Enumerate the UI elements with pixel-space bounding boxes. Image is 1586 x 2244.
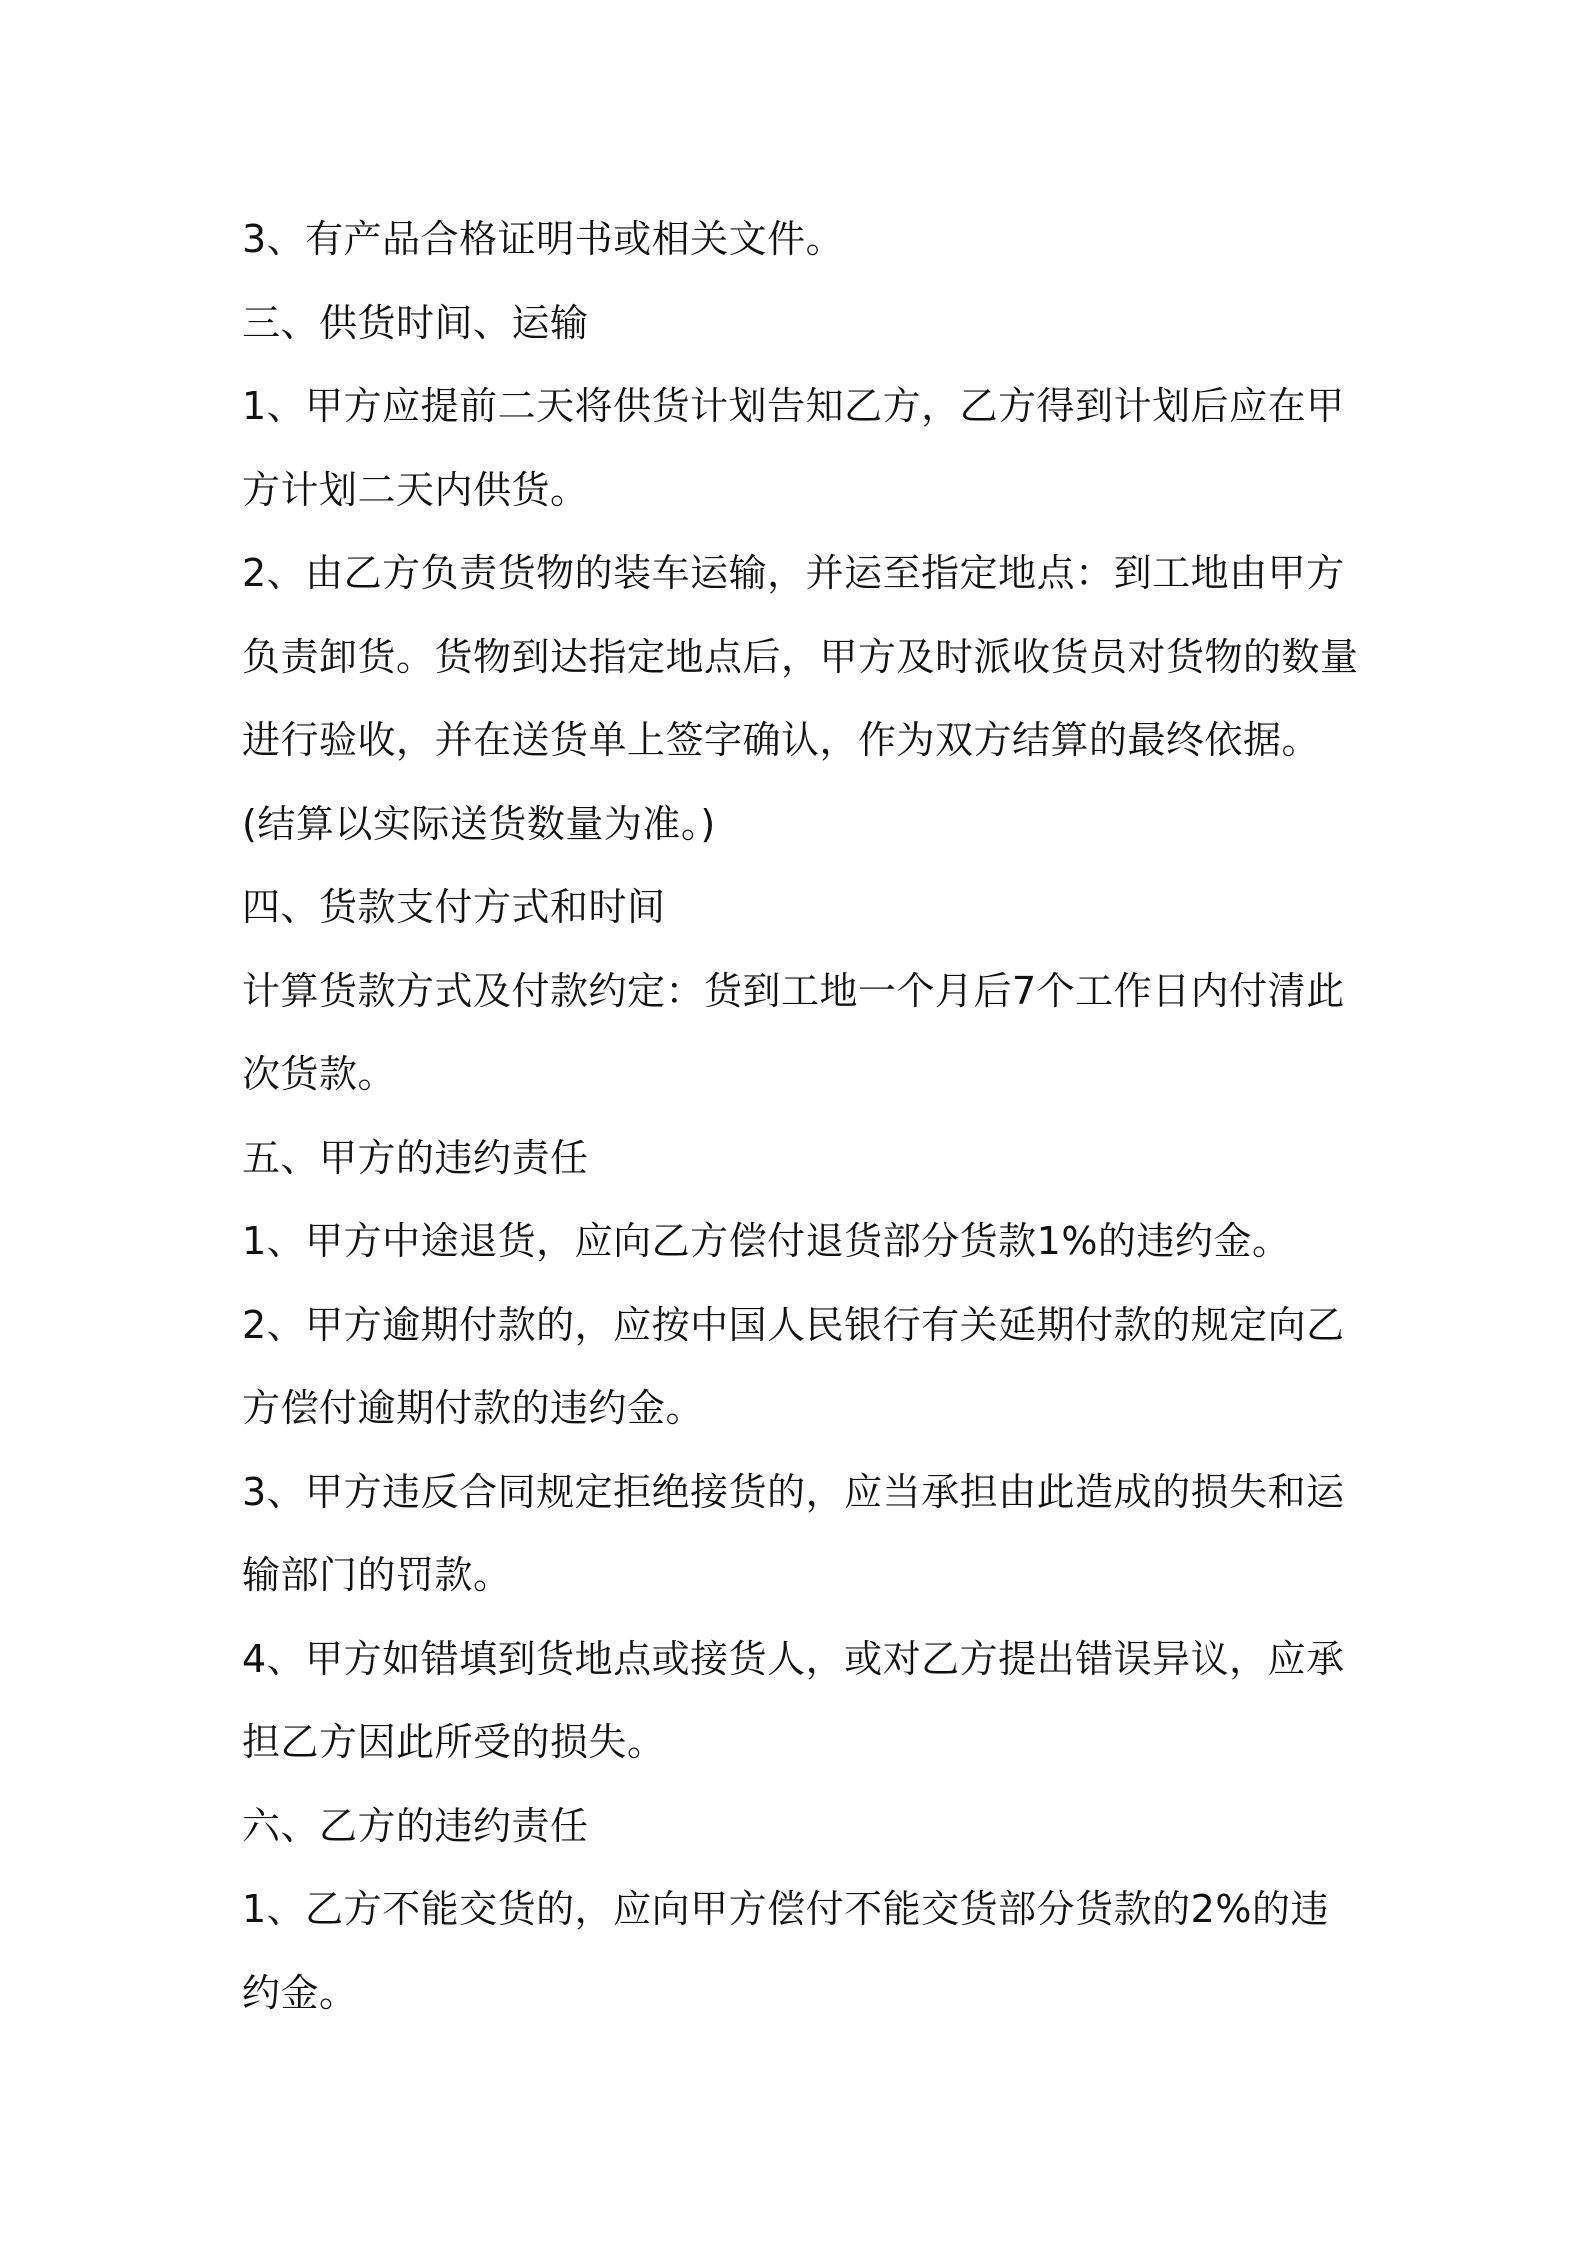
clause-supply-plan-notice: 1、甲方应提前二天将供货计划告知乙方，乙方得到计划后应在甲方计划二天内供货。 — [242, 384, 1345, 512]
clause-party-a-late-payment: 2、甲方逾期付款的，应按中国人民银行有关延期付款的规定向乙方偿付逾期付款的违约金。 — [242, 1302, 1345, 1430]
clause-party-a-wrong-info: 4、甲方如错填到货地点或接货人，或对乙方提出错误异议，应承担乙方因此所受的损失。 — [242, 1636, 1345, 1764]
clause-party-a-return-penalty: 1、甲方中途退货，应向乙方偿付退货部分货款1%的违约金。 — [242, 1219, 1291, 1263]
clause-party-a-refusal: 3、甲方违反合同规定拒绝接货的，应当承担由此造成的损失和运输部门的罚款。 — [242, 1469, 1345, 1597]
clause-party-b-no-delivery: 1、乙方不能交货的，应向甲方偿付不能交货部分货款的2%的违约金。 — [242, 1887, 1329, 2015]
document-body — [242, 198, 1362, 2035]
clause-transport-and-acceptance: 2、由乙方负责货物的装车运输，并运至指定地点：到工地由甲方负责卸货。货物到达指定地点后，甲方及时派收货员对货物的数量进行验收，并在送货单上签字确认，作为双方结算的最终依据。(结算以实际送货数量为准。) — [242, 551, 1359, 846]
clause-payment-terms: 计算货款方式及付款约定：货到工地一个月后7个工作日内付清此次货款。 — [242, 968, 1345, 1096]
section-heading-payment: 四、货款支付方式和时间 — [242, 885, 666, 929]
section-heading-supply-time-transport: 三、供货时间、运输 — [242, 300, 589, 345]
section-heading-party-a-liability: 五、甲方的违约责任 — [242, 1135, 589, 1180]
section-heading-party-b-liability: 六、乙方的违约责任 — [242, 1803, 589, 1848]
clause-product-certificate: 3、有产品合格证明书或相关文件。 — [242, 217, 845, 261]
